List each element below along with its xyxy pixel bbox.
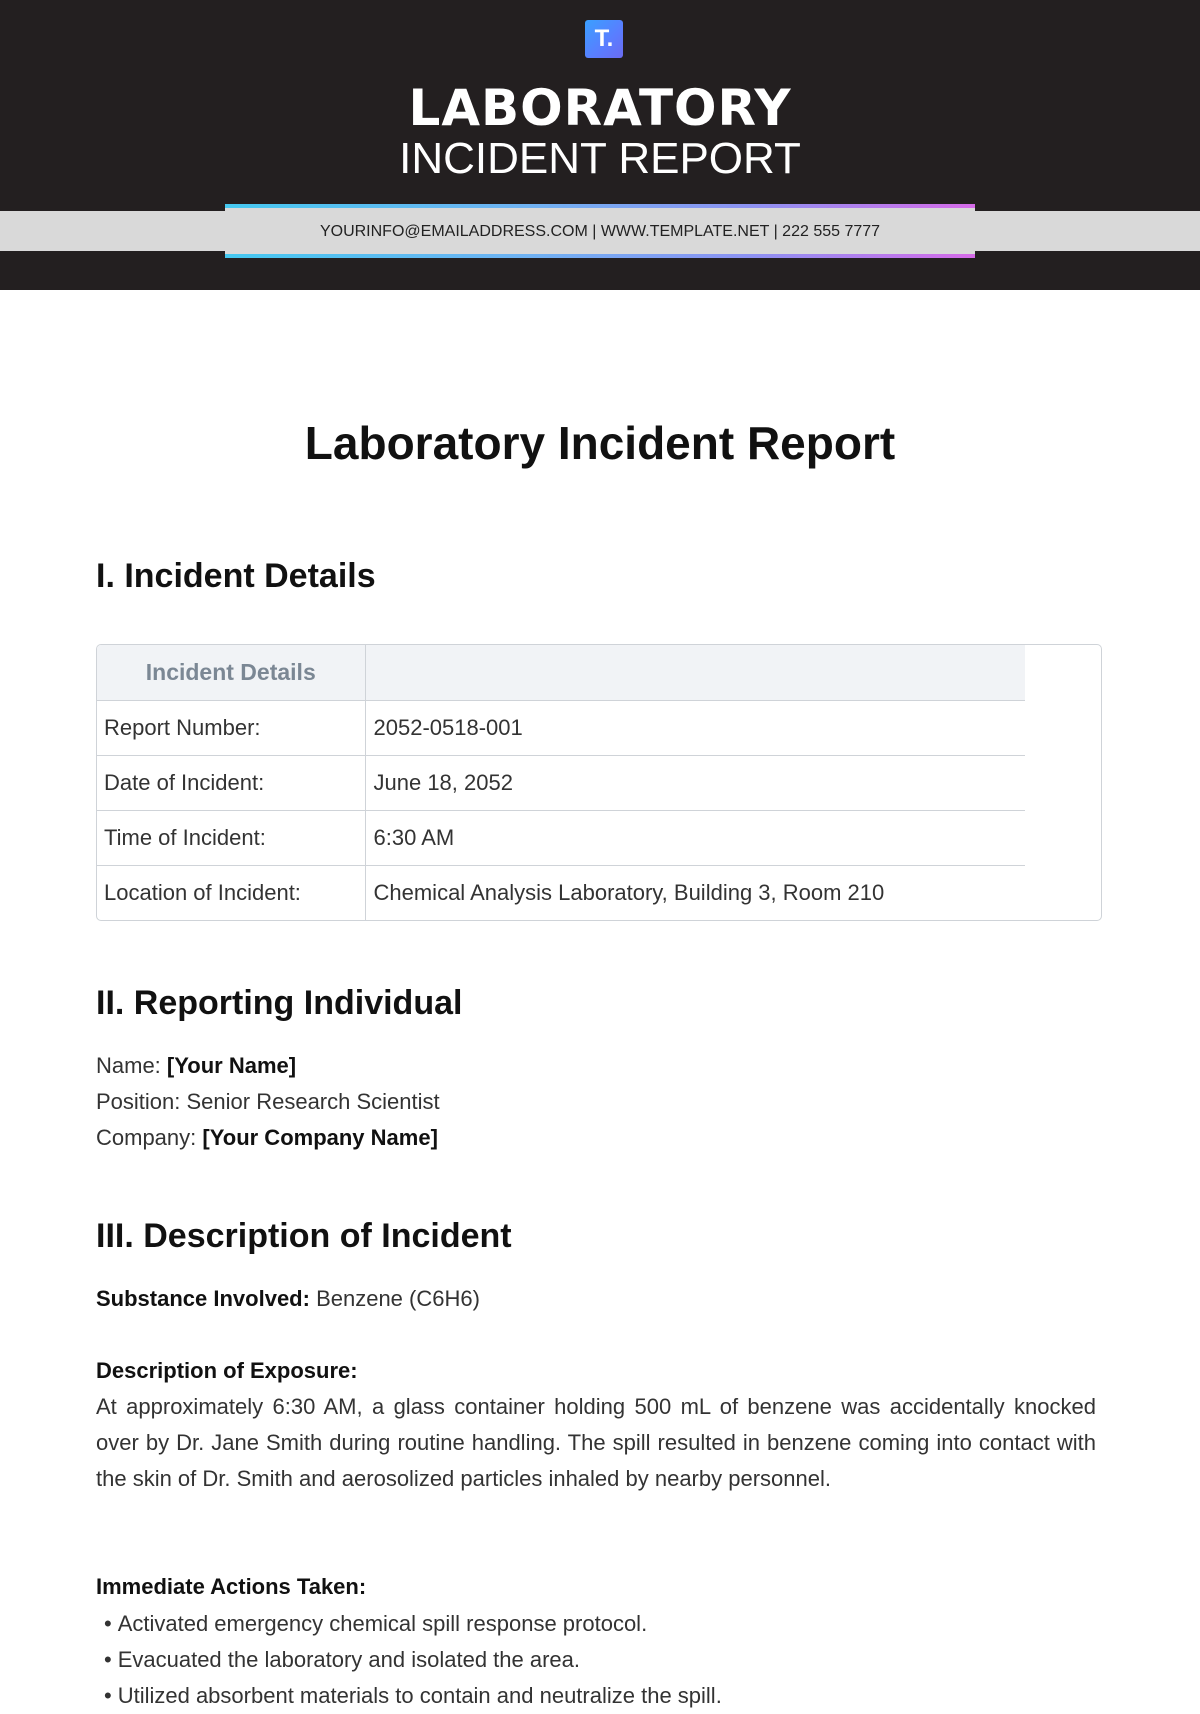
banner-subtitle: INCIDENT REPORT [399,134,801,183]
table-header-empty [365,645,1025,700]
section-heading-incident-details: I. Incident Details [96,557,376,595]
section-heading-description: III. Description of Incident [96,1217,512,1255]
row-value: June 18, 2052 [365,755,1025,810]
position-label: Position: [96,1089,187,1114]
row-label: Report Number: [97,700,365,755]
table-row [97,755,1025,810]
logo-icon [585,20,623,58]
row-value: Chemical Analysis Laboratory, Building 3, Room 210 [365,865,1025,920]
row-label: Time of Incident: [97,810,365,865]
contact-box [225,204,975,258]
exposure-description: At approximately 6:30 AM, a glass container holding 500 mL of benzene was accidentally knocked over by Dr. Jane Smith during routine handling. The spill resulted in benzene coming into contact with the skin of Dr. Smith and aerosolized particles inhaled by nearby personnel. [96,1394,1096,1491]
substance-value: Benzene (C6H6) [309,1286,480,1311]
list-item: • Evacuated the laboratory and isolated the area. [104,1642,722,1678]
list-item: • Utilized absorbent materials to contain and neutralize the spill. [104,1678,722,1714]
row-label: Date of Incident: [97,755,365,810]
section-heading-reporting-individual: II. Reporting Individual [96,984,463,1022]
reporter-company-line [96,1120,438,1156]
table-header-cell: Incident Details [97,645,365,700]
table-row [97,700,1025,755]
contact-info: YOURINFO@EMAILADDRESS.COM | WWW.TEMPLATE.NET | 222 555 7777 [319,223,881,240]
row-value: 2052-0518-001 [365,700,1025,755]
company-label: Company: [96,1125,203,1150]
substance-line [96,1281,480,1317]
incident-details-table [96,644,1102,921]
gradient-bar-bottom [225,254,975,258]
actions-label: Immediate Actions Taken: [96,1574,367,1599]
company-value: [Your Company Name] [202,1125,438,1150]
exposure-label: Description of Exposure: [96,1358,358,1383]
row-value: 6:30 AM [365,810,1025,865]
reporter-position-line [96,1084,440,1120]
position-value: Senior Research Scientist [186,1089,440,1114]
name-value: [Your Name] [166,1053,297,1078]
table-header-row [97,645,1025,700]
row-label: Location of Incident: [97,865,365,920]
actions-list [104,1606,722,1714]
list-item: • Activated emergency chemical spill response protocol. [104,1606,722,1642]
gradient-bar-top [225,204,975,208]
table-row [97,810,1025,865]
reporter-name-line [96,1048,296,1084]
substance-label: Substance Involved: [96,1286,310,1311]
name-label: Name: [96,1053,167,1078]
banner-title: LABORATORY [408,79,792,137]
table-row [97,865,1025,920]
header-banner [0,0,1200,290]
logo-text: T. [594,25,614,52]
document-title: Laboratory Incident Report [304,417,896,469]
